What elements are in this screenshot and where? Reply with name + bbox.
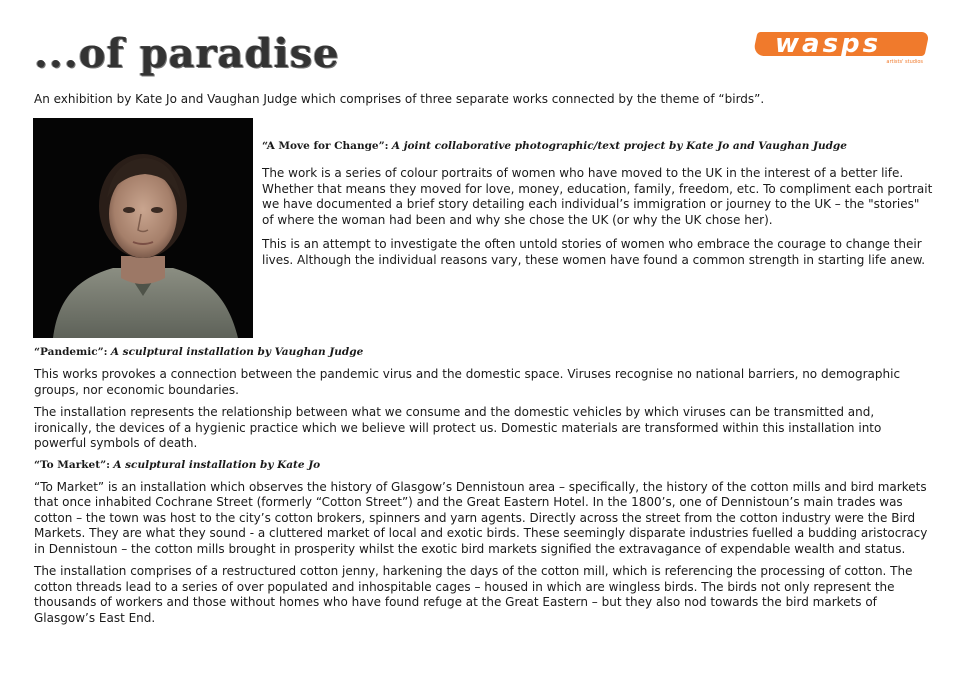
section-title: “A Move for Change”:: [262, 140, 389, 152]
section-heading: [34, 345, 934, 359]
page-title: ...of paradise: [34, 30, 340, 77]
section-title: “Pandemic”:: [34, 346, 108, 358]
paragraph: The installation comprises of a restructured cotton jenny, harkening the days of the cotton mill, which is referencing the processing of cotton. The cotton threads lead to a series of over populated and inhospitable cages – housed in which are wingless birds. The birds not only represent the thousands of workers and those without homes who have found refuge at the Great Eastern – but they also nod towards the bird markets of Glasgow’s East End.: [34, 564, 913, 625]
paragraph: The work is a series of colour portraits of women who have moved to the UK in the interest of a better life. Whether that means they moved for love, money, education, family, freedom, etc. To compliment each portrait we have documented a brief story detailing each individual’s immigration or journey to the UK – the "stories" of where the woman had been and why she chose the UK (or why the UK chose her).: [262, 166, 933, 227]
portrait-photo: [33, 118, 253, 338]
portrait-image: [33, 118, 253, 338]
logo-wordmark: wasps: [775, 29, 882, 59]
intro-text: An exhibition by Kate Jo and Vaughan Judge which comprises of three separate works connected by the theme of “birds”.: [34, 92, 765, 106]
section-move-for-change: [262, 139, 934, 268]
wasps-logo: [755, 29, 927, 68]
logo-tagline: artists' studios: [886, 59, 923, 65]
section-heading: [262, 139, 934, 153]
section-subtitle: A sculptural installation by Vaughan Judge: [110, 346, 364, 358]
section-heading: [34, 458, 934, 472]
section-subtitle: A joint collaborative photographic/text project by Kate Jo and Vaughan Judge: [391, 140, 847, 152]
lower-sections: [34, 345, 934, 626]
paragraph: The installation represents the relationship between what we consume and the domestic vehicles by which viruses can be transmitted and, ironically, the devices of a hygienic practice which we believe will protect us. Domestic materials are transformed within this installation into powerful symbols of death.: [34, 405, 882, 450]
section-subtitle: A sculptural installation by Kate Jo: [113, 458, 321, 471]
paragraph: “To Market” is an installation which observes the history of Glasgow’s Dennistoun area – specifically, the history of the cotton mills and bird markets that once inhabited Cochrane Street (formerly “Cotton Street”) and the Great Eastern Hotel. In the 1800’s, one of Dennistoun’s main trades was cotton – the town was host to the city’s cotton brokers, spinners and yarn agents. Directly across the street from the cotton industry were the Bird Markets. They are what they sound - a cluttered market of local and exotic birds. These seemingly disparate industries fuelled a budding aristocracy in Dennistoun – the cotton mills brought in prosperity whilst the exotic bird markets signified the extravagance of expendable wealth and status.: [34, 479, 928, 556]
paragraph: This is an attempt to investigate the often untold stories of women who embrace the courage to change their lives. Although the individual reasons vary, these women have found a common strength in starting life anew.: [262, 237, 926, 267]
paragraph: This works provokes a connection between the pandemic virus and the domestic space. Viruses recognise no national barriers, no demographic groups, nor economic boundaries.: [34, 367, 901, 397]
section-title: “To Market”:: [34, 458, 110, 471]
